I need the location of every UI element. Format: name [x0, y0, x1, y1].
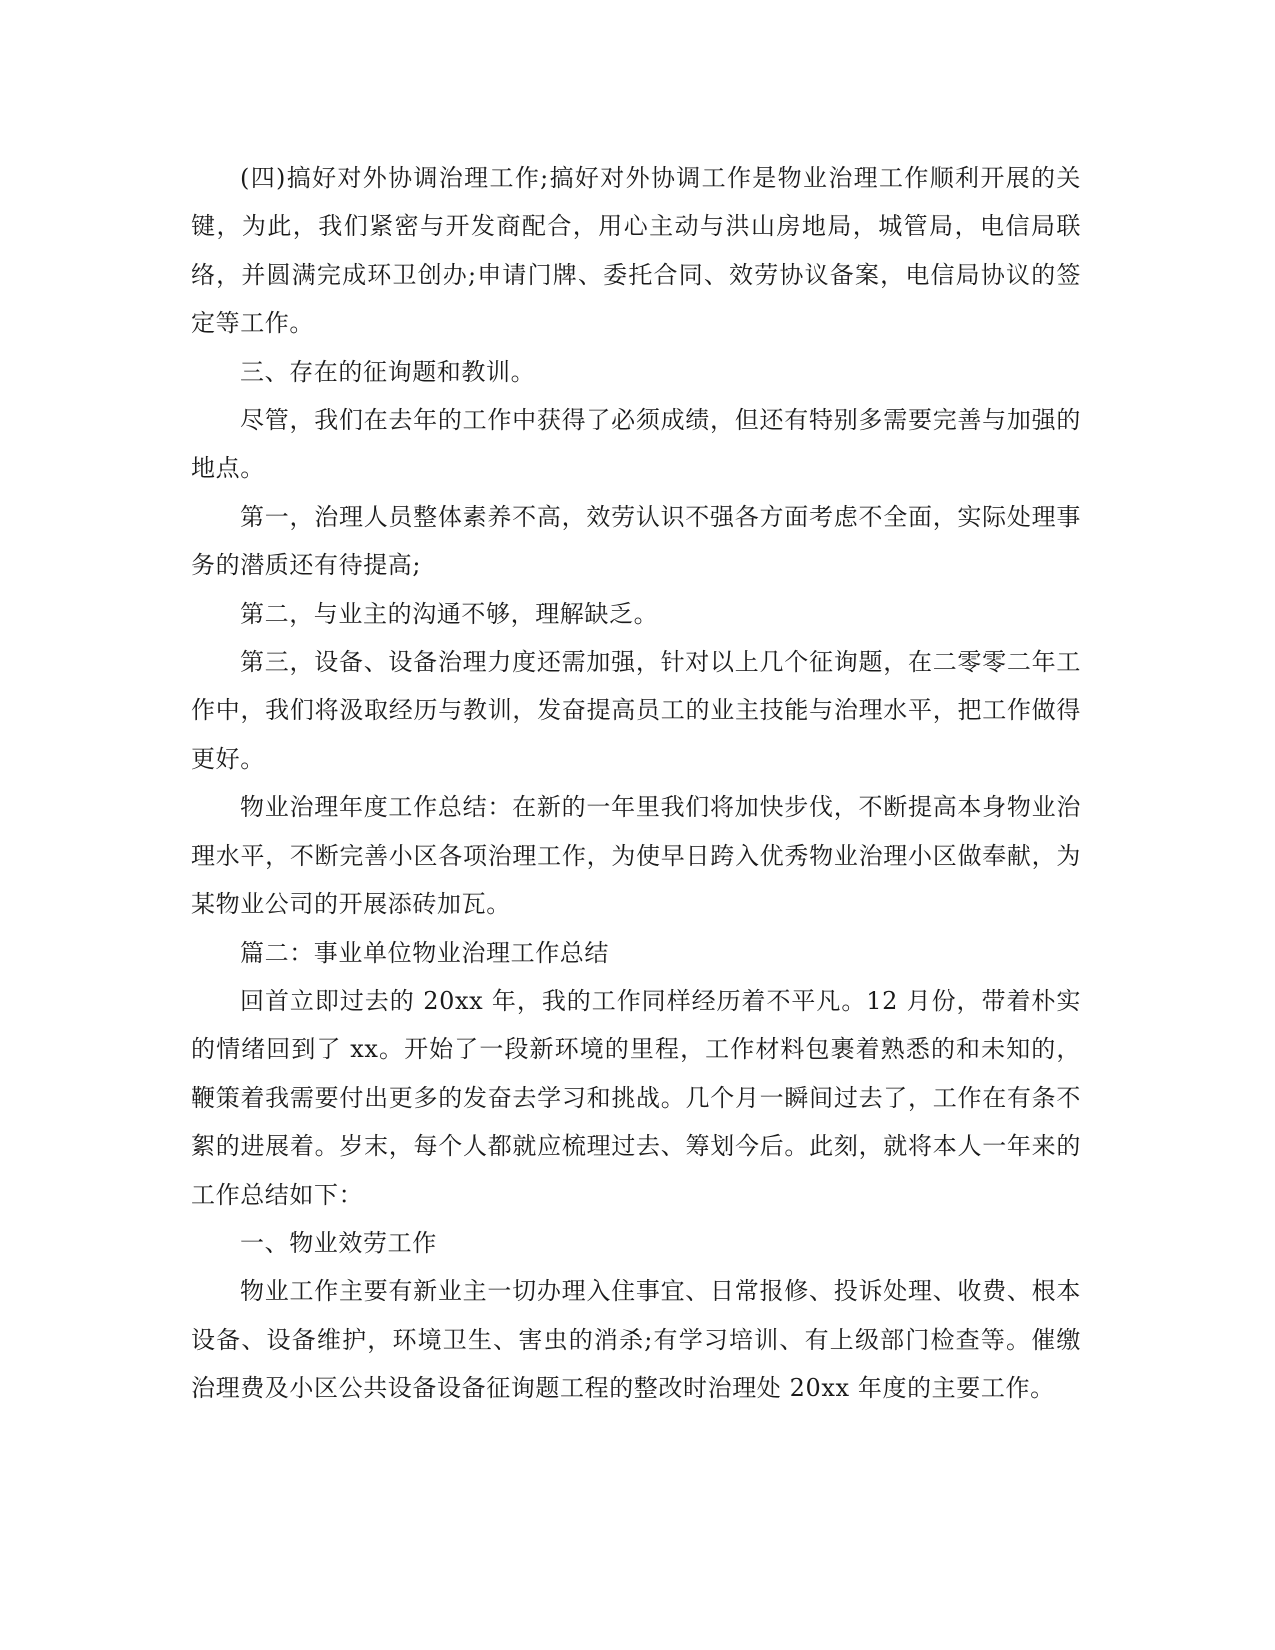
paragraph-external-coordination: (四)搞好对外协调治理工作;搞好对外协调工作是物业治理工作顺利开展的关键，为此，我们紧密与开发商配合，用心主动与洪山房地局，城管局，电信局联络，并圆满完成环卫创办;申请门牌、委托合同、效劳协议备案，电信局协议的签定等工作。 [191, 164, 1081, 338]
paragraph-annual-summary: 物业治理年度工作总结：在新的一年里我们将加快步伐，不断提高本身物业治理水平，不断完善小区各项治理工作，为使早日跨入优秀物业治理小区做奉献，为某物业公司的开展添砖加瓦。 [191, 793, 1081, 919]
paragraph-property-work: 物业工作主要有新业主一切办理入住事宜、日常报修、投诉处理、收费、根本设备、设备维护，环境卫生、害虫的消杀;有学习培训、有上级部门检查等。催缴治理费及小区公共设备设备征询题工程的整改时治理处 20xx 年度的主要工作。 [191, 1277, 1081, 1403]
paragraph-third-issue: 第三，设备、设备治理力度还需加强，针对以上几个征询题，在二零零二年工作中，我们将汲取经历与教训，发奋提高员工的业主技能与治理水平，把工作做得更好。 [191, 648, 1081, 773]
paragraph-first-issue: 第一，治理人员整体素养不高，效劳认识不强各方面考虑不全面，实际处理事务的潜质还有待提高; [191, 502, 1081, 580]
heading-problems-and-lessons: 三、存在的征询题和教训。 [240, 357, 536, 386]
paragraph-achievements: 尽管，我们在去年的工作中获得了必须成绩，但还有特别多需要完善与加强的地点。 [191, 406, 1081, 483]
paragraph-second-issue: 第二，与业主的沟通不够，理解缺乏。 [240, 599, 659, 628]
paragraph-review-year: 回首立即过去的 20xx 年，我的工作同样经历着不平凡。12 月份，带着朴实的情绪回到了 xx。开始了一段新环境的里程，工作材料包裹着熟悉的和未知的，鞭策着我需要付出更多的发奋去学习和挑战。几个月一瞬间过去了，工作在有条不絮的进展着。岁末，每个人都就应梳理过去、筹划今后。此刻，就将本人一年来的工作总结如下： [191, 986, 1081, 1209]
heading-part-two: 篇二：事业单位物业治理工作总结 [240, 938, 609, 967]
heading-property-service: 一、物业效劳工作 [240, 1228, 437, 1257]
document-body [191, 154, 1081, 1413]
